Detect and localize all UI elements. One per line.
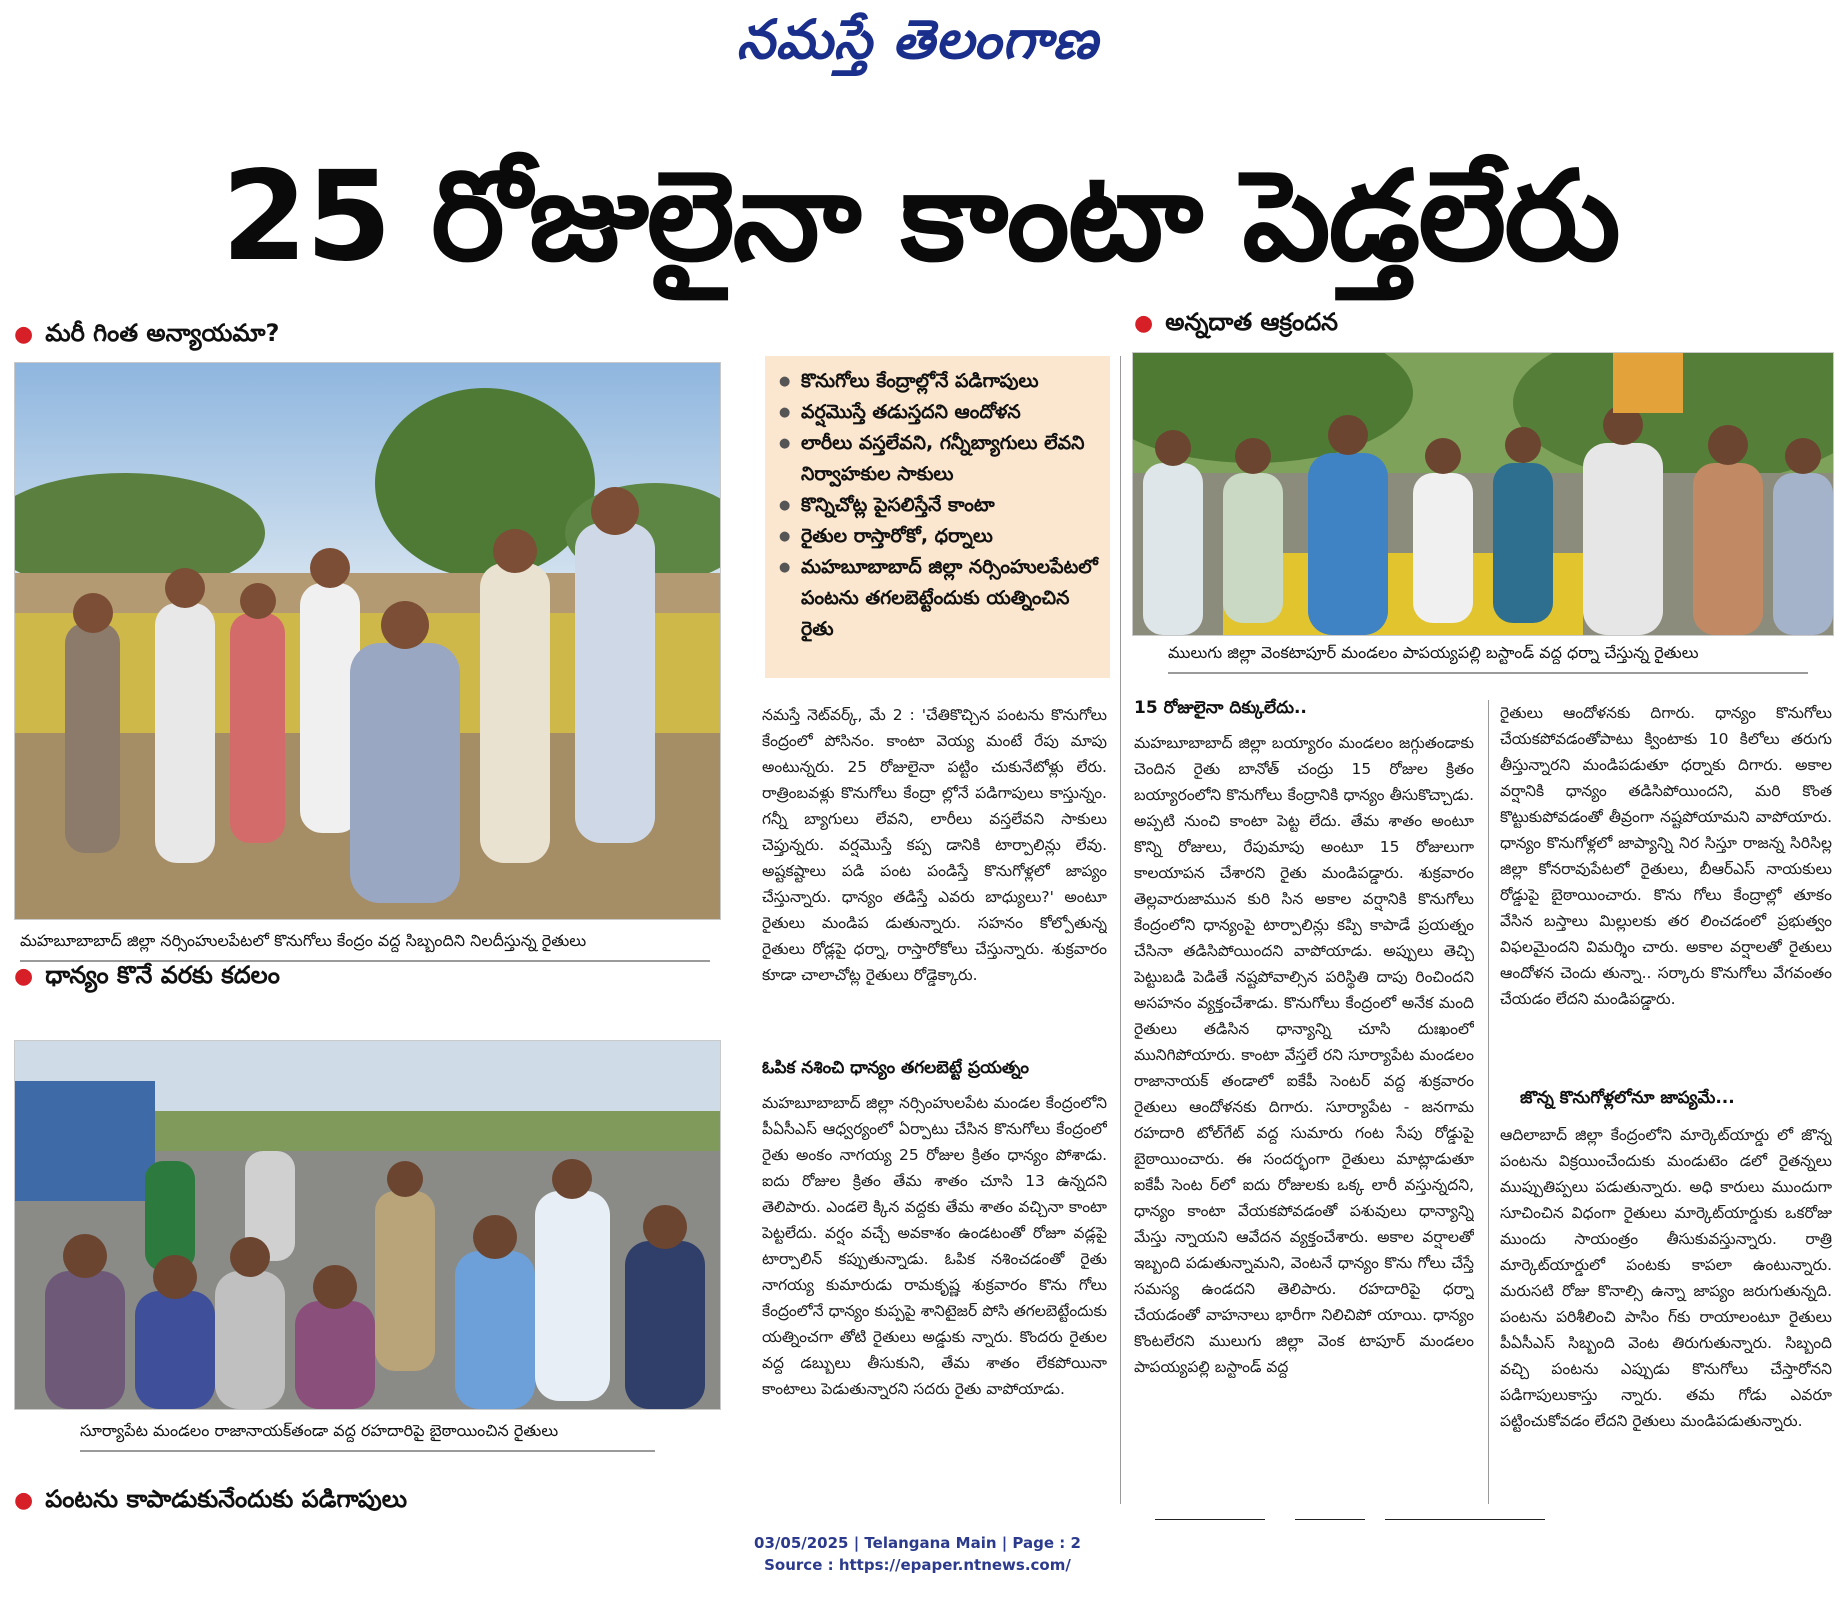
newspaper-masthead: నమస్తే తెలంగాణ	[736, 7, 1099, 71]
section-title-waiting-to-save-crop	[14, 1482, 407, 1518]
photo3-caption: ములుగు జిల్లా వెంకటాపూర్ మండలం పాపయ్యపల్లి బస్టాండ్ వద్ద ధర్నా చేస్తున్న రైతులు	[1168, 642, 1808, 674]
right-col-b-paragraph-2: ఆదిలాబాద్ జిల్లా కేంద్రంలోని మార్కెట్‌యార్డు లో జొన్న పంటను విక్రయించేందుకు మండుటెం డలో రైతన్నలు ముప్పుతిప్పలు పడుతున్నారు. అధి కారులు ముందుగా సూచించిన విధంగా రైతులు మార్కెట్‌యార్డుకు ఒకరోజు ముందు సాయంత్రం తీసుకువస్తున్నారు. రాత్రి మార్కెట్‌యార్డులో పంటకు కాపలా ఉంటున్నారు. మరుసటి రోజు కొనాల్సి ఉన్నా జాప్యం జరుగుతున్నది. పంటను పరిశీలించి పాసిం గ్‌కు రాయాలంటూ రైతులు పీఏసీఎస్ సిబ్బంది వెంట తిరుగుతున్నారు. సిబ్బంది వచ్చి పంటను ఎప్పుడు కొనుగోలు చేస్తారోనని పడిగాపులుకాస్తు న్నారు. తమ గోడు ఎవరూ పట్టించుకోవడం లేదని రైతులు మండిపడుతున్నారు.	[1500, 1126, 1832, 1430]
red-bullet-icon: ●	[14, 1488, 34, 1513]
footer-edition-line: 03/05/2025 | Telangana Main | Page : 2	[754, 1534, 1081, 1552]
red-bullet-icon: ●	[14, 322, 34, 347]
column-divider	[1120, 356, 1121, 1504]
footer-source-line: Source : https://epaper.ntnews.com/	[764, 1556, 1071, 1574]
highlight-item: ● మహబూబాబాద్ జిల్లా నర్సింహులపేటలో పంటను తగలబెట్టేందుకు యత్నించిన రైతు	[779, 552, 1100, 645]
section-title-annadata-cry	[1134, 305, 1338, 341]
main-headline: 25 రోజులైనా కాంటా పెడ్తలేరు	[221, 145, 1619, 289]
section-title-injustice	[14, 316, 279, 352]
article-burn-attempt-paragraph: మహబూబాబాద్ జిల్లా నర్సింహులపేట మండల కేంద్రంలోని పీఏసీఎస్ ఆధ్వర్యంలో ఏర్పాటు చేసిన కొనుగోలు కేంద్రంలో రైతు అంకం నాగయ్య 25 రోజుల క్రితం ధాన్యం పోశాడు. ఐదు రోజుల క్రితం తేమ శాతం చూసి 13 ఉన్నదని తెలిపారు. ఎండలె క్కిన వద్దకు తేమ శాతం వచ్చినా కాంటా పెట్టలేదు. వర్షం వచ్చే అవకాశం ఉండటంతో రోజూ వడ్లపై టార్పాలిన్ కప్పుతున్నాడు. ఓపిక నశించడంతో రైతు నాగయ్య కుమారుడు రామకృష్ణ శుక్రవారం కొను గోలు కేంద్రంలోనే ధాన్యం కుప్పపై శానిటైజర్ పోసి తగలబెట్టేందుకు యత్నించగా తోటి రైతులు అడ్డుకు న్నారు. కొందరు రైతుల వద్ద డబ్బులు తీసుకుని, తేమ శాతం లేకపోయినా కాంటాలు పెడుతున్నారని సదరు రైతు వాపోయాడు.	[762, 1094, 1107, 1398]
section-title-wont-move	[14, 958, 280, 994]
red-bullet-icon: ●	[14, 964, 34, 989]
highlight-item: ● కొనుగోలు కేంద్రాల్లోనే పడిగాపులు	[779, 366, 1100, 397]
highlights-box	[765, 356, 1110, 678]
photo2-caption: సూర్యాపేట మండలం రాజానాయక్‌తండా వద్ద రహదారిపై బైఠాయించిన రైతులు	[80, 1420, 655, 1452]
page-footer	[0, 1532, 1835, 1576]
section-title-text: పంటను కాపాడుకునేందుకు పడిగాపులు	[45, 1485, 408, 1513]
column-divider	[1488, 700, 1489, 1504]
highlight-item: ● కొన్నిచోట్ల పైసలిస్తేనే కాంటా	[779, 490, 1100, 521]
highlight-item: ● వర్షమొస్తే తడుస్తదని ఆందోళన	[779, 397, 1100, 428]
right-col-a-paragraph: మహబూబాబాద్ జిల్లా బయ్యారం మండలం జగ్గుతండాకు చెందిన రైతు బానోత్ చంద్రు 15 రోజుల క్రితం బయ్యారంలోని కొనుగోలు కేంద్రానికి ధాన్యం తీసుకొచ్చాడు. అప్పటి నుంచి కాంటా పెట్ట లేదు. తేమ శాతం అంటూ కొన్ని రోజులు, రేపుమాపు అంటూ 15 రోజులుగా కాలయాపన చేశారని రైతు మండిపడ్డారు. శుక్రవారం తెల్లవారుజామున కురి సిన అకాల వర్షానికి కొనుగోలు కేంద్రంలోని ధాన్యంపై టార్పాలిన్లు కప్పి కాపాడే ప్రయత్నం చేసినా తడిసిపోయిందని వాపోయాడు. అప్పులు తెచ్చి పెట్టుబడి పెడితే నష్టపోవాల్సిన పరిస్థితి దాపు రించిందని అసహనం వ్యక్తంచేశాడు. కొనుగోలు కేంద్రంలో అనేక మంది రైతులు తడిసిన ధాన్యాన్ని చూసి దుఃఖంలో మునిగిపోయారు. కాంటా వేస్తలే రని సూర్యాపేట మండలం రాజానాయక్ తండాలో ఐకేపీ సెంటర్ వద్ద శుక్రవారం రైతులు ఆందోళనకు దిగారు. సూర్యాపేట - జనగామ రహదారి టోల్‌గేట్ వద్ద సుమారు గంట సేపు రోడ్డుపై బైఠాయించారు. ఈ సందర్భంగా రైతులు మాట్లాడుతూ ఐకేపీ సెంట ర్‌లో ఐదు రోజులకు ఒక్క లారీ వస్తున్నదని, ధాన్యం కాంటా వేయకపోవడంతో పశువులు ధాన్యాన్ని మేస్తు న్నాయని ఆవేదన వ్యక్తంచేశారు. అకాల వర్షాలతో ఇబ్బంది పడుతున్నామని, వెంటనే ధాన్యం కొను గోలు చేస్తే సమస్య ఉండదని తెలిపారు. రహదారిపై ధర్నా చేయడంతో వాహనాలు భారీగా నిలిచిపో యాయి. ధాన్యం కొంటలేరని ములుగు జిల్లా వెంక టాపూర్ మండలం పాపయ్యపల్లి బస్టాండ్ వద్ద	[1134, 734, 1474, 1376]
photo-farmers-road-sit-in	[14, 1040, 721, 1410]
highlights-list	[779, 366, 1100, 645]
right-col-b-paragraph-1: రైతులు ఆందోళనకు దిగారు. ధాన్యం కొనుగోలు చేయకపోవడంతోపాటు క్వింటాకు 10 కిలోలు తరుగు తీస్తున్నారని మండిపడుతూ ధర్నాకు దిగారు. అకాల వర్షానికి ధాన్యం తడిసిపోయిందని, మరి కొంత కొట్టుకుపోవడంతో తీవ్రంగా నష్టపోయామని వాపోయారు. ధాన్యం కొనుగోళ్లలో జాప్యాన్ని నిర సిస్తూ రాజన్న సిరిసిల్ల జిల్లా కోనరావుపేటలో రైతులు, బీఆర్‌ఎస్ నాయకులు రోడ్డుపై బైఠాయించారు. కొను గోలు కేంద్రాల్లో తూకం వేసిన బస్తాలు మిల్లులకు తర లించడంలో ప్రభుత్వం విఫలమైందని విమర్శిం చారు. అకాల వర్షాలతో రైతులు ఆందోళన చెందు తున్నా.. సర్కారు కొనుగోలు వేగవంతం చేయడం లేదని మండిపడ్డారు.	[1500, 704, 1832, 1008]
cut-off-text-line	[1155, 1510, 1555, 1520]
article-intro-paragraph: నమస్తే నెట్‌వర్క్, మే 2 : 'చేతికొచ్చిన పంటను కొనుగోలు కేంద్రంలో పోసినం. కాంటా వెయ్య మంటే రేపు మాపు అంటున్నరు. 25 రోజులైనా పట్టిం చుకునేటోళ్లు లేరు. రాత్రింబవళ్లు కొనుగోలు కేంద్రా ల్లోనే పడిగాపులు కాస్తున్నం. గన్నీ బ్యాగులు లేవని, లారీలు వస్తలేవని సాకులు చెప్తున్నరు. వర్షమొస్తే కప్ప డానికి టార్పాలిన్లు లేవు. అష్టకష్టాలు పడి పంట పండిస్తే కొనుగోళ్లలో జాప్యం చేస్తున్నారు. ధాన్యం తడిస్తే ఎవరు బాధ్యులు?' అంటూ రైతులు మండిప డుతున్నారు. సహనం కోల్పోతున్న రైతులు రోడ్లపై ధర్నా, రాస్తారోకోలు చేస్తున్నారు. శుక్రవారం కూడా చాలాచోట్ల రైతులు రోడ్డెక్కారు.	[762, 706, 1107, 984]
photo-dharna-at-busstand	[1132, 352, 1834, 636]
photo1-caption: మహబూబాబాద్ జిల్లా నర్సింహులపేటలో కొనుగోలు కేంద్రం వద్ద సిబ్బందిని నిలదీస్తున్న రైతులు	[20, 930, 710, 962]
photo-farmers-questioning-staff	[14, 362, 721, 920]
subhead-no-help-15-days: 15 రోజులైనా దిక్కులేదు..	[1134, 698, 1307, 718]
section-title-text: అన్నదాత ఆక్రందన	[1165, 308, 1339, 336]
highlight-item: ● లారీలు వస్తలేవని, గన్నీబ్యాగులు లేవని నిర్వాహకుల సాకులు	[779, 428, 1100, 490]
subhead-jowar-delay: జొన్న కొనుగోళ్లలోనూ జాప్యమే...	[1520, 1088, 1735, 1108]
subhead-attempt-to-burn: ఓపిక నశించి ధాన్యం తగలబెట్టే ప్రయత్నం	[762, 1058, 1030, 1078]
section-title-text: మరీ గింత అన్యాయమా?	[45, 319, 280, 347]
red-bullet-icon: ●	[1134, 311, 1154, 336]
highlight-item: ● రైతుల రాస్తారోకో, ధర్నాలు	[779, 521, 1100, 552]
section-title-text: ధాన్యం కొనే వరకు కదలం	[45, 961, 280, 989]
